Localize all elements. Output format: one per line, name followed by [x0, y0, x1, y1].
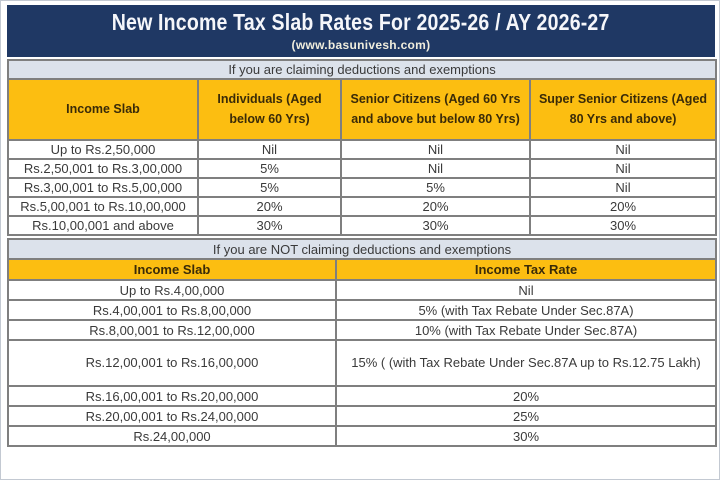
rate-cell: Nil	[198, 140, 341, 159]
rate-cell: 20%	[198, 197, 341, 216]
rate-cell: Nil	[530, 140, 716, 159]
website-label: (www.basunivesh.com)	[291, 37, 431, 52]
new-regime-header-row	[8, 259, 716, 280]
title-banner	[7, 5, 715, 57]
rate-cell: 5%	[341, 178, 530, 197]
slab-cell: Rs.20,00,001 to Rs.24,00,000	[8, 406, 336, 426]
slab-cell: Up to Rs.2,50,000	[8, 140, 198, 159]
table-row	[8, 216, 716, 235]
col-header-senior-citizens: Senior Citizens (Aged 60 Yrs and above but below 80 Yrs)	[341, 79, 530, 140]
col-header-super-senior-citizens: Super Senior Citizens (Aged 80 Yrs and above)	[530, 79, 716, 140]
table-row	[8, 197, 716, 216]
table-row	[8, 280, 716, 300]
rate-cell: 30%	[530, 216, 716, 235]
rate-cell: Nil	[530, 159, 716, 178]
table-row	[8, 426, 716, 446]
rate-cell: 25%	[336, 406, 716, 426]
rate-cell: 20%	[341, 197, 530, 216]
page-title: New Income Tax Slab Rates For 2025-26 / AY 2026-27	[112, 10, 610, 36]
table-row	[8, 178, 716, 197]
slab-cell: Rs.5,00,001 to Rs.10,00,000	[8, 197, 198, 216]
col-header-income-slab: Income Slab	[8, 79, 198, 140]
old-regime-table	[7, 59, 717, 236]
rate-cell: 5%	[198, 159, 341, 178]
new-regime-table	[7, 238, 717, 447]
col-header-individuals: Individuals (Aged below 60 Yrs)	[198, 79, 341, 140]
old-regime-section-row	[8, 60, 716, 79]
table-row	[8, 340, 716, 386]
rate-cell: 30%	[198, 216, 341, 235]
rate-cell: 20%	[530, 197, 716, 216]
slab-cell: Up to Rs.4,00,000	[8, 280, 336, 300]
rate-cell: 5%	[198, 178, 341, 197]
rate-cell: Nil	[336, 280, 716, 300]
rate-cell: 5% (with Tax Rebate Under Sec.87A)	[336, 300, 716, 320]
table-row	[8, 386, 716, 406]
slab-cell: Rs.4,00,001 to Rs.8,00,000	[8, 300, 336, 320]
table-row	[8, 140, 716, 159]
slab-cell: Rs.10,00,001 and above	[8, 216, 198, 235]
rate-cell: 10% (with Tax Rebate Under Sec.87A)	[336, 320, 716, 340]
table-row	[8, 320, 716, 340]
slab-cell: Rs.2,50,001 to Rs.3,00,000	[8, 159, 198, 178]
new-regime-section-title: If you are NOT claiming deductions and exemptions	[8, 239, 716, 259]
slab-cell: Rs.12,00,001 to Rs.16,00,000	[8, 340, 336, 386]
rate-cell: Nil	[530, 178, 716, 197]
rate-cell: 30%	[341, 216, 530, 235]
slab-cell: Rs.24,00,000	[8, 426, 336, 446]
col-header-income-tax-rate: Income Tax Rate	[336, 259, 716, 280]
col-header-income-slab: Income Slab	[8, 259, 336, 280]
slab-cell: Rs.3,00,001 to Rs.5,00,000	[8, 178, 198, 197]
rate-cell: Nil	[341, 159, 530, 178]
slab-cell: Rs.16,00,001 to Rs.20,00,000	[8, 386, 336, 406]
old-regime-section-title: If you are claiming deductions and exemptions	[8, 60, 716, 79]
old-regime-header-row	[8, 79, 716, 140]
rate-cell: 20%	[336, 386, 716, 406]
rate-cell: 30%	[336, 426, 716, 446]
table-row	[8, 406, 716, 426]
slab-cell: Rs.8,00,001 to Rs.12,00,000	[8, 320, 336, 340]
rate-cell: Nil	[341, 140, 530, 159]
table-row	[8, 159, 716, 178]
table-row	[8, 300, 716, 320]
rate-cell: 15% ( (with Tax Rebate Under Sec.87A up to Rs.12.75 Lakh)	[336, 340, 716, 386]
new-regime-section-row	[8, 239, 716, 259]
